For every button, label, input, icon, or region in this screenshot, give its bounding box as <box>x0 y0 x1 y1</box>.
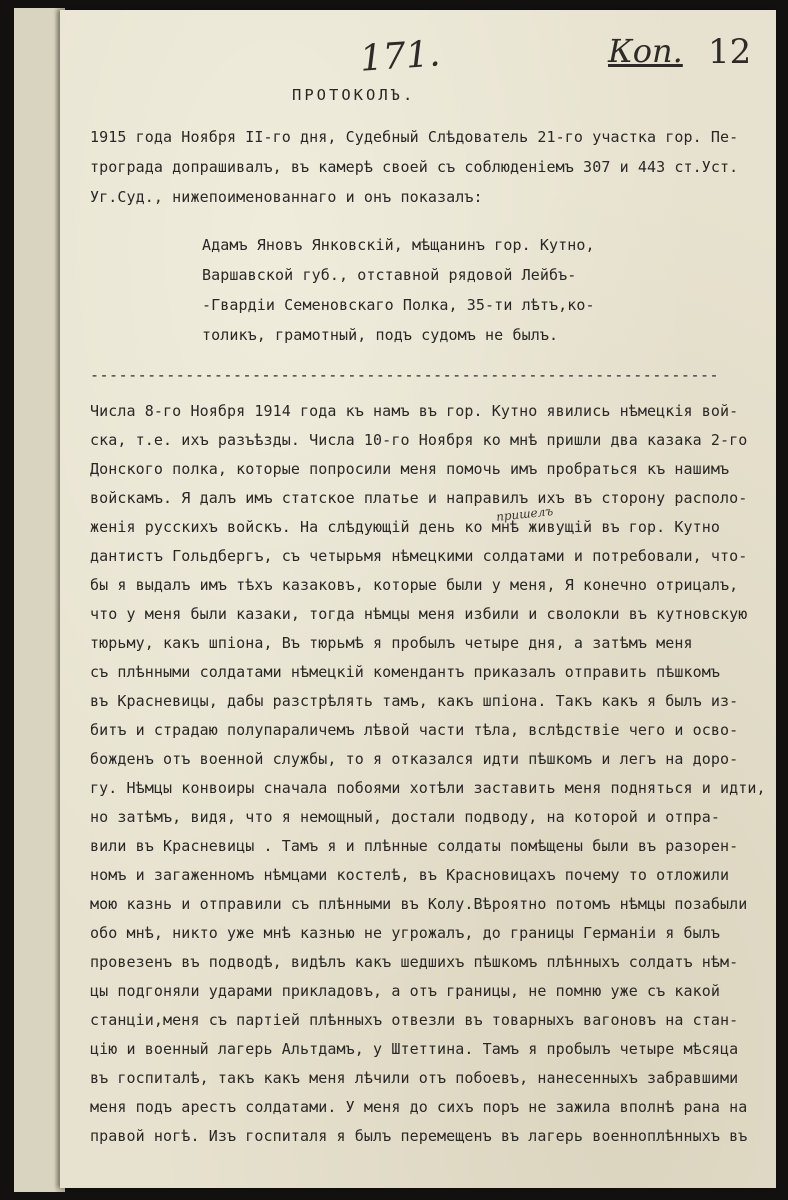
intro-line: трограда допрашивалъ, въ камерѣ своей съ соблюденіемъ 307 и 443 ст.Уст. <box>90 158 739 176</box>
testimony-line: дантистъ Гольдбергъ, съ четырьмя нѣмецкими солдатами и потребовали, что- <box>90 547 748 565</box>
testimony-line: цы подгоняли ударами прикладовъ, а отъ границы, не помню уже съ какой <box>90 982 721 1000</box>
testimony-line: гу. Нѣмцы конвоиры сначала побоями хотѣли заставить меня подняться и идти, <box>90 779 766 797</box>
testimony-line: въ Красневицы, дабы разстрѣлять тамъ, какъ шпіона. Такъ какъ я былъ из- <box>90 692 739 710</box>
witness-line: толикъ, грамотный, подъ судомъ не былъ. <box>202 326 559 344</box>
testimony-line: женія русскихъ войскъ. На слѣдующій день ко мнѣ живущій въ гор. Кутно <box>90 518 721 536</box>
testimony-line: тюрьму, какъ шпіона, Въ тюрьмѣ я пробылъ четыре дня, а затѣмъ меня <box>90 634 693 652</box>
testimony-line: мою казнь и отправили съ плѣнными въ Колу.Вѣроятно потомъ нѣмцы позабыли <box>90 895 748 913</box>
handwritten-copy-mark: Коп. <box>608 32 683 70</box>
intro-line: Уг.Суд., нижепоименованнаго и онъ показалъ: <box>90 188 483 206</box>
testimony-line: правой ногѣ. Изъ госпиталя я былъ перемещенъ въ лагерь военноплѣнныхъ въ <box>90 1127 748 1145</box>
handwritten-page-number: 12 <box>708 32 752 72</box>
document-page <box>60 10 776 1188</box>
intro-line: 1915 года Ноября II-го дня, Судебный Слѣдователь 21-го участка гор. Пе- <box>90 128 739 146</box>
testimony-line: обо мнѣ, никто уже мнѣ казнью не угрожалъ, до границы Германіи я былъ <box>90 924 721 942</box>
testimony-line: станціи,меня съ партіей плѣнныхъ отвезли въ товарныхъ вагоновъ на стан- <box>90 1011 739 1029</box>
witness-line: -Гвардіи Семеновскаго Полка, 35-ти лѣтъ,ко- <box>202 296 595 314</box>
testimony-line: съ плѣнными солдатами нѣмецкій комендантъ приказалъ отправить пѣшкомъ <box>90 663 721 681</box>
testimony-line: вили въ Красневицы . Тамъ я и плѣнные солдаты помѣщены были въ разорен- <box>90 837 739 855</box>
testimony-line: бы я выдалъ имъ тѣхъ казаковъ, которые были у меня, Я конечно отрицалъ, <box>90 576 739 594</box>
separator-line: ------------------------------------------------------------------ <box>90 366 720 384</box>
testimony-line: войскамъ. Я далъ имъ статское платье и направилъ ихъ въ сторону располо- <box>90 489 748 507</box>
witness-line: Адамъ Яновъ Янковскій, мѣщанинъ гор. Кутно, <box>202 236 595 254</box>
witness-line: Варшавской губ., отставной рядовой Лейбъ- <box>202 266 577 284</box>
testimony-line: ска, т.е. ихъ разъѣзды. Числа 10-го Ноября ко мнѣ пришли два казака 2-го <box>90 431 748 449</box>
testimony-line: цію и военный лагерь Альтдамъ, у Штеттина. Тамъ я пробылъ четыре мѣсяца <box>90 1040 739 1058</box>
testimony-line: меня подъ арестъ солдатами. У меня до сихъ поръ не зажила вполнѣ рана на <box>90 1098 748 1116</box>
testimony-line: номъ и загаженномъ нѣмцами костелѣ, въ Красновицахъ почему то отложили <box>90 866 730 884</box>
underlying-sheet-edge <box>14 8 65 1192</box>
handwritten-insert: пришелъ <box>495 504 554 524</box>
handwritten-case-number: 171. <box>358 33 442 80</box>
testimony-line: въ госпиталѣ, такъ какъ меня лѣчили отъ побоевъ, нанесенныхъ забравшими <box>90 1069 739 1087</box>
document-title: ПРОТОКОЛЪ. <box>292 86 416 104</box>
testimony-line: но затѣмъ, видя, что я немощный, достали подводу, на которой и отпра- <box>90 808 721 826</box>
testimony-line: битъ и страдаю полупараличемъ лѣвой части тѣла, вслѣдствіе чего и осво- <box>90 721 739 739</box>
testimony-line: Донского полка, которые попросили меня помочь имъ пробраться къ нашимъ <box>90 460 730 478</box>
testimony-line: божденъ отъ военной службы, то я отказался идти пѣшкомъ и легъ на доро- <box>90 750 739 768</box>
testimony-line: что у меня были казаки, тогда нѣмцы меня избили и сволокли въ кутновскую <box>90 605 748 623</box>
testimony-line: Числа 8-го Ноября 1914 года къ намъ въ гор. Кутно явились нѣмецкія вой- <box>90 402 739 420</box>
testimony-line: провезенъ въ подводѣ, видѣлъ какъ шедшихъ пѣшкомъ плѣнныхъ солдатъ нѣм- <box>90 953 739 971</box>
